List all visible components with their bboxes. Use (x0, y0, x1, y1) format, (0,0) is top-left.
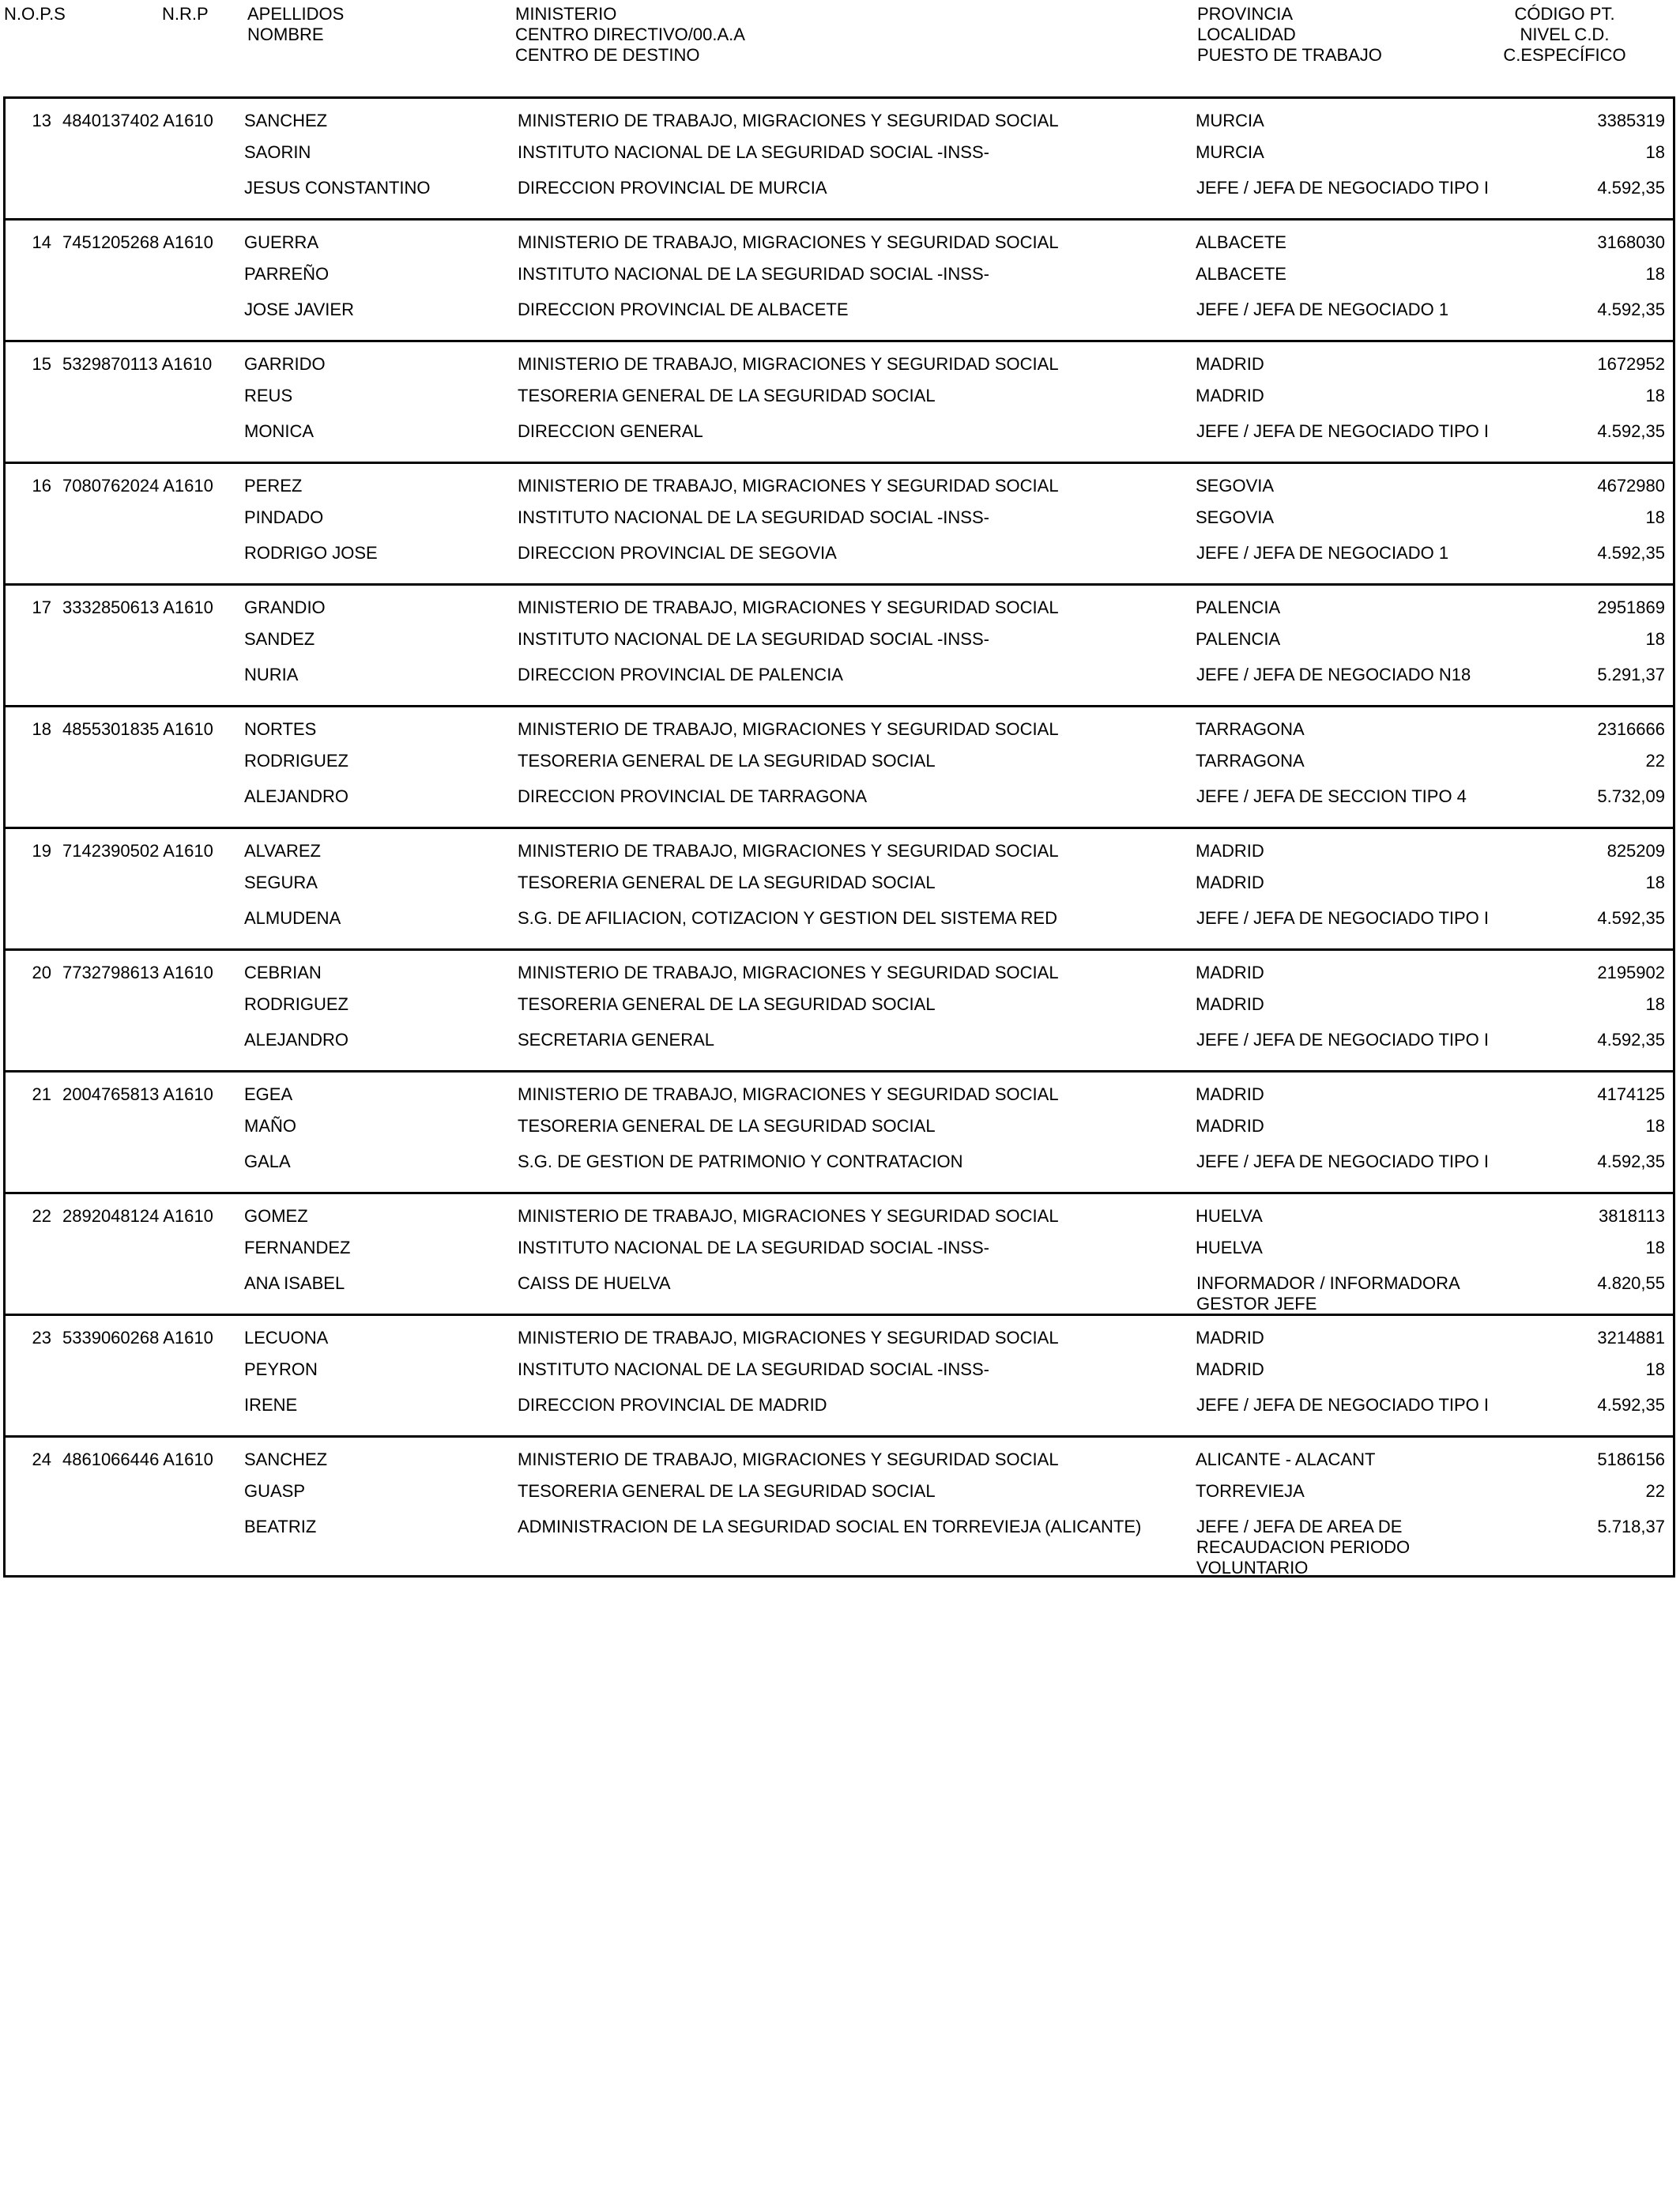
record-centro-destino: DIRECCION PROVINCIAL DE TARRAGONA (518, 786, 868, 806)
record-provincia: MADRID (1196, 963, 1264, 982)
record-nivel: 18 (1645, 994, 1665, 1014)
record-apellido2: RODRIGUEZ (244, 994, 348, 1014)
record-block (3, 705, 1675, 829)
record-nivel: 22 (1645, 751, 1665, 771)
record-nrp: 7142390502 A1610 (62, 841, 213, 861)
record-nrp: 2004765813 A1610 (62, 1084, 213, 1104)
record-apellido2: REUS (244, 386, 293, 405)
record-apellido2: RODRIGUEZ (244, 751, 348, 771)
record-apellido1: GOMEZ (244, 1206, 308, 1226)
record-block (3, 340, 1675, 464)
header-codigo (1486, 4, 1644, 66)
record-nivel: 18 (1645, 1116, 1665, 1136)
header-nrp-label: N.R.P (162, 4, 209, 24)
header-apellidos-nombre (247, 4, 344, 45)
record-nivel: 18 (1645, 507, 1665, 527)
record-localidad: MADRID (1196, 873, 1264, 892)
record-centro-destino: DIRECCION PROVINCIAL DE MADRID (518, 1395, 827, 1415)
record-ministerio: MINISTERIO DE TRABAJO, MIGRACIONES Y SEGURIDAD SOCIAL (518, 1084, 1059, 1104)
record-block (3, 1314, 1675, 1438)
record-especifico: 5.718,37 (1597, 1517, 1665, 1536)
record-nrp: 7732798613 A1610 (62, 963, 213, 982)
record-number: 13 (32, 111, 51, 130)
record-centro-directivo: INSTITUTO NACIONAL DE LA SEGURIDAD SOCIAL -INSS- (518, 1238, 989, 1257)
record-puesto: JEFE / JEFA DE NEGOCIADO TIPO I (1196, 1152, 1490, 1171)
record-puesto: JEFE / JEFA DE SECCION TIPO 4 (1196, 786, 1467, 806)
record-nrp: 5339060268 A1610 (62, 1328, 213, 1348)
record-nivel: 18 (1645, 264, 1665, 284)
record-apellido1: EGEA (244, 1084, 293, 1104)
header-ministerio (515, 4, 745, 66)
record-provincia: MURCIA (1196, 111, 1264, 130)
record-nivel: 18 (1645, 1238, 1665, 1257)
record-puesto: JEFE / JEFA DE AREA DE RECAUDACION PERIODO VOLUNTARIO (1196, 1517, 1411, 1578)
record-centro-destino: DIRECCION PROVINCIAL DE MURCIA (518, 178, 827, 198)
record-localidad: PALENCIA (1196, 629, 1281, 649)
record-apellido1: NORTES (244, 719, 317, 739)
record-centro-directivo: INSTITUTO NACIONAL DE LA SEGURIDAD SOCIAL -INSS- (518, 507, 989, 527)
record-codigo: 3168030 (1597, 232, 1665, 252)
record-apellido1: ALVAREZ (244, 841, 321, 861)
record-apellido1: CEBRIAN (244, 963, 322, 982)
header-provincia-label: PROVINCIA (1197, 4, 1294, 24)
record-puesto: JEFE / JEFA DE NEGOCIADO TIPO I (1196, 1395, 1490, 1415)
header-nombre-label: NOMBRE (247, 25, 324, 44)
header-provincia (1197, 4, 1382, 66)
record-puesto: JEFE / JEFA DE NEGOCIADO TIPO I (1196, 908, 1490, 928)
record-nrp: 3332850613 A1610 (62, 598, 213, 617)
record-nrp: 7080762024 A1610 (62, 476, 213, 496)
record-centro-directivo: TESORERIA GENERAL DE LA SEGURIDAD SOCIAL (518, 994, 936, 1014)
record-provincia: MADRID (1196, 1084, 1264, 1104)
record-centro-directivo: INSTITUTO NACIONAL DE LA SEGURIDAD SOCIAL -INSS- (518, 142, 989, 162)
record-ministerio: MINISTERIO DE TRABAJO, MIGRACIONES Y SEGURIDAD SOCIAL (518, 841, 1059, 861)
record-number: 20 (32, 963, 51, 982)
record-localidad: MADRID (1196, 1116, 1264, 1136)
record-number: 23 (32, 1328, 51, 1348)
record-ministerio: MINISTERIO DE TRABAJO, MIGRACIONES Y SEGURIDAD SOCIAL (518, 232, 1059, 252)
record-block (3, 96, 1675, 221)
record-centro-directivo: TESORERIA GENERAL DE LA SEGURIDAD SOCIAL (518, 1481, 936, 1501)
record-nivel: 18 (1645, 1359, 1665, 1379)
record-block (3, 1192, 1675, 1316)
record-nombre: MONICA (244, 421, 314, 441)
record-centro-directivo: TESORERIA GENERAL DE LA SEGURIDAD SOCIAL (518, 873, 936, 892)
record-apellido1: GRANDIO (244, 598, 326, 617)
record-provincia: MADRID (1196, 354, 1264, 374)
record-apellido2: PINDADO (244, 507, 324, 527)
header-centro-destino-label: CENTRO DE DESTINO (515, 45, 700, 65)
record-centro-destino: SECRETARIA GENERAL (518, 1030, 714, 1050)
record-number: 22 (32, 1206, 51, 1226)
record-especifico: 5.291,37 (1597, 665, 1665, 684)
record-puesto: JEFE / JEFA DE NEGOCIADO TIPO I (1196, 178, 1490, 198)
record-provincia: PALENCIA (1196, 598, 1281, 617)
record-number: 17 (32, 598, 51, 617)
record-block (3, 1070, 1675, 1194)
record-nombre: ALEJANDRO (244, 786, 349, 806)
header-especifico-label: C.ESPECÍFICO (1503, 45, 1626, 65)
record-nivel: 18 (1645, 873, 1665, 892)
record-nombre: JESUS CONSTANTINO (244, 178, 431, 198)
record-ministerio: MINISTERIO DE TRABAJO, MIGRACIONES Y SEGURIDAD SOCIAL (518, 476, 1059, 496)
header-nops (4, 4, 66, 25)
record-provincia: SEGOVIA (1196, 476, 1275, 496)
record-puesto: JEFE / JEFA DE NEGOCIADO TIPO I (1196, 1030, 1490, 1050)
record-localidad: MADRID (1196, 994, 1264, 1014)
record-codigo: 3818113 (1598, 1206, 1665, 1226)
record-puesto: JEFE / JEFA DE NEGOCIADO 1 (1196, 543, 1449, 563)
record-nivel: 22 (1645, 1481, 1665, 1501)
record-localidad: MURCIA (1196, 142, 1264, 162)
header-apellidos-label: APELLIDOS (247, 4, 345, 24)
record-block (3, 218, 1675, 342)
record-number: 15 (32, 354, 51, 374)
record-nrp: 2892048124 A1610 (62, 1206, 213, 1226)
record-nivel: 18 (1645, 386, 1665, 405)
record-nrp: 4840137402 A1610 (62, 111, 213, 130)
record-block (3, 583, 1675, 707)
record-puesto: INFORMADOR / INFORMADORA GESTOR JEFE (1196, 1273, 1460, 1314)
record-ministerio: MINISTERIO DE TRABAJO, MIGRACIONES Y SEGURIDAD SOCIAL (518, 598, 1059, 617)
record-ministerio: MINISTERIO DE TRABAJO, MIGRACIONES Y SEGURIDAD SOCIAL (518, 963, 1059, 982)
record-codigo: 3385319 (1597, 111, 1665, 130)
record-nivel: 18 (1645, 142, 1665, 162)
record-codigo: 2316666 (1597, 719, 1665, 739)
record-localidad: HUELVA (1196, 1238, 1263, 1257)
record-centro-directivo: TESORERIA GENERAL DE LA SEGURIDAD SOCIAL (518, 1116, 936, 1136)
record-especifico: 5.732,09 (1597, 786, 1665, 806)
record-puesto: JEFE / JEFA DE NEGOCIADO N18 (1196, 665, 1471, 684)
record-centro-directivo: TESORERIA GENERAL DE LA SEGURIDAD SOCIAL (518, 386, 936, 405)
record-localidad: SEGOVIA (1196, 507, 1275, 527)
record-puesto: JEFE / JEFA DE NEGOCIADO 1 (1196, 300, 1449, 319)
record-codigo: 2195902 (1597, 963, 1665, 982)
record-codigo: 5186156 (1597, 1449, 1665, 1469)
record-nrp: 4861066446 A1610 (62, 1449, 213, 1469)
record-ministerio: MINISTERIO DE TRABAJO, MIGRACIONES Y SEGURIDAD SOCIAL (518, 354, 1059, 374)
record-localidad: MADRID (1196, 386, 1264, 405)
record-centro-destino: DIRECCION PROVINCIAL DE SEGOVIA (518, 543, 837, 563)
record-number: 14 (32, 232, 51, 252)
record-especifico: 4.592,35 (1597, 178, 1665, 198)
record-puesto: JEFE / JEFA DE NEGOCIADO TIPO I (1196, 421, 1490, 441)
record-nombre: ANA ISABEL (244, 1273, 345, 1293)
record-especifico: 4.592,35 (1597, 1030, 1665, 1050)
record-codigo: 1672952 (1597, 354, 1665, 374)
record-especifico: 4.592,35 (1597, 1395, 1665, 1415)
record-localidad: TARRAGONA (1196, 751, 1305, 771)
record-number: 21 (32, 1084, 51, 1104)
header-nrp (162, 4, 209, 25)
record-localidad: TORREVIEJA (1196, 1481, 1305, 1501)
record-provincia: TARRAGONA (1196, 719, 1305, 739)
record-provincia: MADRID (1196, 1328, 1264, 1348)
record-especifico: 4.592,35 (1597, 543, 1665, 563)
record-ministerio: MINISTERIO DE TRABAJO, MIGRACIONES Y SEGURIDAD SOCIAL (518, 111, 1059, 130)
record-number: 19 (32, 841, 51, 861)
record-nombre: JOSE JAVIER (244, 300, 354, 319)
record-provincia: HUELVA (1196, 1206, 1263, 1226)
header-codigo-label: CÓDIGO PT. (1514, 4, 1615, 24)
record-especifico: 4.592,35 (1597, 1152, 1665, 1171)
record-apellido1: PEREZ (244, 476, 303, 496)
record-nombre: ALEJANDRO (244, 1030, 349, 1050)
record-apellido2: SAORIN (244, 142, 311, 162)
header-puesto-label: PUESTO DE TRABAJO (1197, 45, 1382, 65)
record-nombre: GALA (244, 1152, 291, 1171)
record-nrp: 5329870113 A1610 (62, 354, 213, 374)
record-ministerio: MINISTERIO DE TRABAJO, MIGRACIONES Y SEGURIDAD SOCIAL (518, 1328, 1059, 1348)
record-apellido1: LECUONA (244, 1328, 329, 1348)
record-apellido2: FERNANDEZ (244, 1238, 351, 1257)
record-nrp: 7451205268 A1610 (62, 232, 213, 252)
record-apellido1: GUERRA (244, 232, 319, 252)
record-especifico: 4.820,55 (1597, 1273, 1665, 1293)
record-apellido1: SANCHEZ (244, 111, 328, 130)
record-apellido2: SEGURA (244, 873, 318, 892)
record-centro-destino: DIRECCION PROVINCIAL DE ALBACETE (518, 300, 849, 319)
record-codigo: 825209 (1607, 841, 1665, 861)
record-ministerio: MINISTERIO DE TRABAJO, MIGRACIONES Y SEGURIDAD SOCIAL (518, 1449, 1059, 1469)
record-especifico: 4.592,35 (1597, 421, 1665, 441)
record-centro-destino: S.G. DE AFILIACION, COTIZACION Y GESTION DEL SISTEMA RED (518, 908, 1057, 928)
record-ministerio: MINISTERIO DE TRABAJO, MIGRACIONES Y SEGURIDAD SOCIAL (518, 1206, 1059, 1226)
record-apellido2: MAÑO (244, 1116, 296, 1136)
record-centro-destino: ADMINISTRACION DE LA SEGURIDAD SOCIAL EN TORREVIEJA (ALICANTE) (518, 1517, 1142, 1536)
record-nombre: IRENE (244, 1395, 298, 1415)
record-number: 18 (32, 719, 51, 739)
records-list (3, 96, 1675, 1578)
record-nrp: 4855301835 A1610 (62, 719, 213, 739)
record-block (3, 948, 1675, 1072)
record-codigo: 3214881 (1597, 1328, 1665, 1348)
record-apellido1: GARRIDO (244, 354, 326, 374)
record-codigo: 2951869 (1597, 598, 1665, 617)
record-centro-directivo: TESORERIA GENERAL DE LA SEGURIDAD SOCIAL (518, 751, 936, 771)
record-nivel: 18 (1645, 629, 1665, 649)
record-centro-destino: DIRECCION PROVINCIAL DE PALENCIA (518, 665, 843, 684)
record-centro-directivo: INSTITUTO NACIONAL DE LA SEGURIDAD SOCIAL -INSS- (518, 1359, 989, 1379)
record-especifico: 4.592,35 (1597, 300, 1665, 319)
record-nombre: NURIA (244, 665, 299, 684)
record-apellido2: PARREÑO (244, 264, 330, 284)
record-nombre: BEATRIZ (244, 1517, 317, 1536)
header-ministerio-label: MINISTERIO (515, 4, 617, 24)
record-centro-directivo: INSTITUTO NACIONAL DE LA SEGURIDAD SOCIAL -INSS- (518, 629, 989, 649)
record-apellido2: PEYRON (244, 1359, 318, 1379)
record-especifico: 4.592,35 (1597, 908, 1665, 928)
record-codigo: 4672980 (1597, 476, 1665, 496)
record-nombre: RODRIGO JOSE (244, 543, 378, 563)
record-block (3, 827, 1675, 951)
record-block (3, 462, 1675, 586)
record-centro-directivo: INSTITUTO NACIONAL DE LA SEGURIDAD SOCIAL -INSS- (518, 264, 989, 284)
record-centro-destino: S.G. DE GESTION DE PATRIMONIO Y CONTRATACION (518, 1152, 963, 1171)
header-localidad-label: LOCALIDAD (1197, 25, 1296, 44)
record-number: 16 (32, 476, 51, 496)
header-nops-label: N.O.P.S (4, 4, 66, 24)
header-centro-directivo-label: CENTRO DIRECTIVO/00.A.A (515, 25, 745, 44)
record-apellido1: SANCHEZ (244, 1449, 328, 1469)
record-block (3, 1435, 1675, 1578)
record-provincia: MADRID (1196, 841, 1264, 861)
record-localidad: MADRID (1196, 1359, 1264, 1379)
record-codigo: 4174125 (1597, 1084, 1665, 1104)
record-provincia: ALBACETE (1196, 232, 1286, 252)
record-nombre: ALMUDENA (244, 908, 341, 928)
record-ministerio: MINISTERIO DE TRABAJO, MIGRACIONES Y SEGURIDAD SOCIAL (518, 719, 1059, 739)
record-number: 24 (32, 1449, 51, 1469)
record-centro-destino: CAISS DE HUELVA (518, 1273, 671, 1293)
record-centro-destino: DIRECCION GENERAL (518, 421, 703, 441)
header-nivel-label: NIVEL C.D. (1520, 25, 1610, 44)
record-apellido2: SANDEZ (244, 629, 315, 649)
record-apellido2: GUASP (244, 1481, 306, 1501)
record-provincia: ALICANTE - ALACANT (1196, 1449, 1376, 1469)
record-localidad: ALBACETE (1196, 264, 1286, 284)
